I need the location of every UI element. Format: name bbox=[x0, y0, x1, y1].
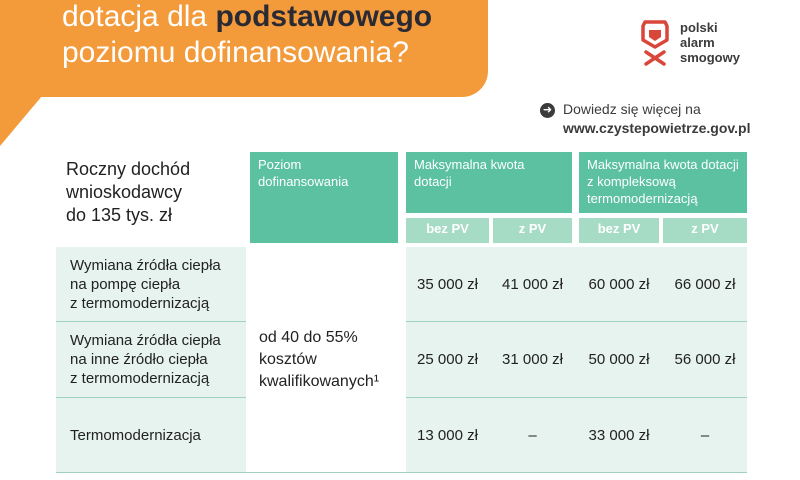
row-label-thermo: Termomodernizacja bbox=[70, 426, 201, 444]
income-threshold-label: Roczny dochód wnioskodawcy do 135 tys. zł bbox=[66, 159, 191, 225]
arrow-right-icon: ➜ bbox=[540, 103, 555, 118]
shield-icon bbox=[640, 20, 670, 66]
cell-value: 13 000 zł bbox=[417, 426, 478, 444]
website-link[interactable]: www.czystepowietrze.gov.pl bbox=[563, 120, 751, 136]
header-funding-level: Poziom dofinansowania bbox=[250, 152, 398, 243]
cell-value: 31 000 zł bbox=[502, 351, 563, 368]
cell-value: 50 000 zł bbox=[588, 351, 650, 368]
row-label-other-source: Wymiana źródła ciepła na inne źródło ciepła z termomodernizacją bbox=[70, 332, 221, 387]
row-divider bbox=[406, 321, 747, 322]
header-max-grant: Maksymalna kwota dotacji bbox=[406, 152, 572, 213]
cell-value: – bbox=[528, 426, 537, 444]
logo-text: polski alarm smogowy bbox=[680, 20, 740, 65]
cell-value: 41 000 zł bbox=[502, 275, 563, 293]
learn-more-text: Dowiedz się więcej na bbox=[563, 101, 701, 117]
cell-value: 35 000 zł bbox=[417, 275, 478, 293]
table-bottom-border bbox=[56, 472, 747, 473]
subheader-pv-2: z PV bbox=[663, 218, 747, 243]
page-title-line-2: poziomu dofinansowania? bbox=[62, 36, 409, 69]
subheader-pv-1: z PV bbox=[493, 218, 572, 243]
title-banner-tail bbox=[0, 96, 42, 146]
header-max-grant-complex: Maksymalna kwota dotacji z kompleksową termomodernizacją bbox=[579, 152, 747, 213]
cell-value: 25 000 zł bbox=[417, 351, 478, 368]
cell-value: 60 000 zł bbox=[588, 275, 650, 293]
row-divider bbox=[56, 321, 246, 322]
funding-level-value: od 40 do 55% kosztów kwalifikowanych¹ bbox=[259, 328, 380, 390]
row-label-heat-pump: Wymiana źródła ciepła na pompę ciepła z termomodernizacją bbox=[70, 256, 221, 312]
cell-value: 56 000 zł bbox=[674, 351, 736, 368]
cell-value: – bbox=[700, 426, 710, 444]
cell-value: 66 000 zł bbox=[674, 275, 736, 293]
row-divider bbox=[406, 397, 747, 398]
polski-alarm-smogowy-logo bbox=[640, 20, 760, 68]
title-highlight: podstawowego bbox=[215, 0, 433, 33]
row-divider bbox=[56, 397, 246, 398]
subheader-no-pv-2: bez PV bbox=[579, 218, 659, 243]
cell-value: 33 000 zł bbox=[588, 426, 650, 444]
subheader-no-pv-1: bez PV bbox=[406, 218, 489, 243]
page-title-line-1: dotacja dla podstawowego bbox=[62, 0, 433, 33]
